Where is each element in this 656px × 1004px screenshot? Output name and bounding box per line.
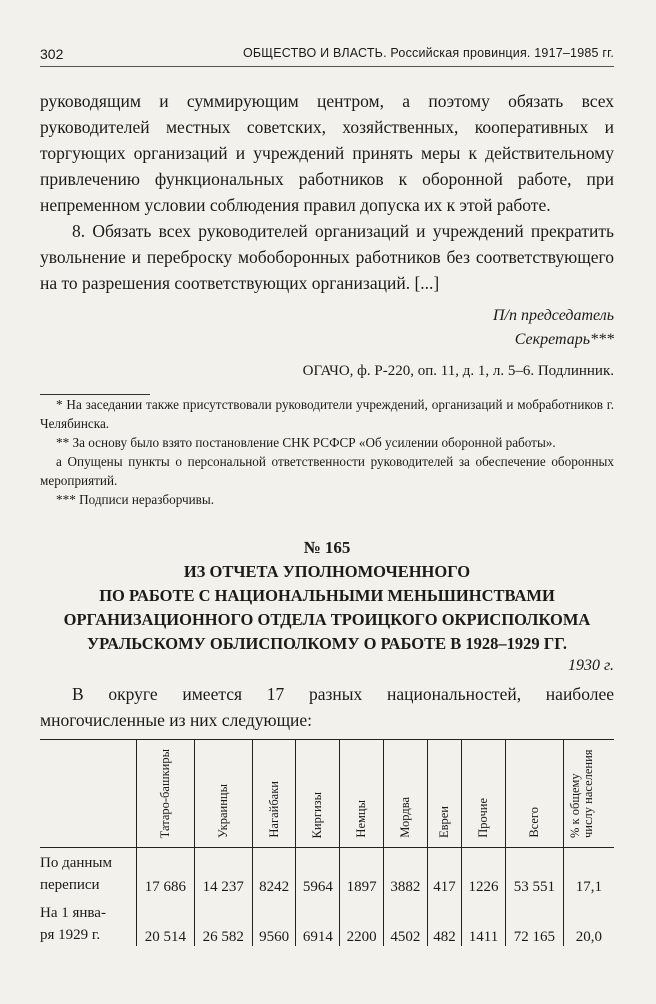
signature-secretary: Секретарь*** [514,331,614,348]
table-cell: 2200 [340,896,384,946]
table-cell: 26 582 [194,896,252,946]
document-intro: В округе имеется 17 разных национальностей, наиболее многочисленные из них следующие: [40,684,614,730]
header-label: Немцы [354,800,369,838]
document-title-line-4: УРАЛЬСКОМУ ОБЛИСПОЛКОМУ О РАБОТЕ В 1928–1929 ГГ. [87,634,567,653]
archive-source: ОГАЧО, ф. Р-220, оп. 11, д. 1, л. 5–6. Подлинник. [302,363,614,379]
table-cell: 20,0 [563,896,614,946]
table-cell: 8242 [252,848,296,897]
table-cell: 17 686 [137,848,195,897]
document-title-line-2: ПО РАБОТЕ С НАЦИОНАЛЬНЫМИ МЕНЬШИНСТВАМИ [99,586,555,605]
header-label: Татаро-башкиры [157,748,172,838]
row-label-line-1: По данным [40,855,112,871]
table-header-cell [137,740,195,848]
footnote-1: * На заседании также присутствовали руководители учреждений, организаций и мобработников г. Челябинска. [40,397,614,431]
header-label: % к общему числу населения [567,749,595,838]
table-cell: 9560 [252,896,296,946]
row-label-line-2: ря 1929 г. [40,927,101,943]
header-label: Киргизы [310,791,325,838]
page-body [40,88,614,946]
table-cell: 3882 [383,848,427,897]
document-date: 1930 г. [567,657,614,674]
signature-chair: П/п председатель [493,307,614,324]
table-corner-cell [40,740,137,848]
page-number: 302 [40,46,64,62]
footnote-2: ** За основу было взято постановление СНК РСФСР «Об усилении оборонной работы». [56,435,556,450]
table-cell: 20 514 [137,896,195,946]
table-cell: 1411 [462,896,506,946]
table-header-cell [296,740,340,848]
table-cell: 417 [427,848,461,897]
table-header-cell [194,740,252,848]
header-rule [40,66,614,67]
table-header-cell [563,740,614,848]
document-number: № 165 [303,538,351,557]
table-row [40,848,614,897]
table-header-row [40,740,614,848]
header-label: Евреи [436,805,451,838]
table-cell: 72 165 [505,896,563,946]
header-label: Мордва [397,797,412,838]
table-header-cell [252,740,296,848]
footnote-4: *** Подписи неразборчивы. [56,492,215,507]
row-label-line-1: На 1 янва- [40,905,106,921]
table-cell: 5964 [296,848,340,897]
table-header-cell [505,740,563,848]
table-cell: 14 237 [194,848,252,897]
row-label [40,848,137,897]
table-header-cell [383,740,427,848]
paragraph-2: 8. Обязать всех руководителей организаций и учреждений прекратить увольнение и переброску мобоборонных работников без соответствующего на то разрешения соответствующих организаций. [...] [40,221,614,293]
table-row [40,896,614,946]
table-cell: 482 [427,896,461,946]
paragraph-1: руководящим и суммирующим центром, а поэтому обязать всех руководителей местных советских, хозяйственных, кооперативных и торгующих организаций и учреждений принять меры к действительному привлечению функциональных работников к оборонной работе, при непременном условии соблюдения правил допуска их к этой работе. [40,91,614,215]
table-cell: 4502 [383,896,427,946]
table-header-cell [340,740,384,848]
nationalities-table [40,739,614,946]
row-label-line-2: переписи [40,877,100,893]
table-cell: 6914 [296,896,340,946]
page-header [40,46,614,68]
header-label: Прочие [476,798,491,838]
header-label: Нагайбаки [266,781,281,838]
table-cell: 53 551 [505,848,563,897]
footnote-3: а Опущены пункты о персональной ответственности руководителей за обеспечение оборонных мероприятий. [40,454,614,488]
table-cell: 1897 [340,848,384,897]
table-header-cell [462,740,506,848]
header-label: Украинцы [215,783,230,838]
document-title-line-1: ИЗ ОТЧЕТА УПОЛНОМОЧЕННОГО [183,562,471,581]
row-label [40,896,137,946]
table-cell: 17,1 [563,848,614,897]
table-cell: 1226 [462,848,506,897]
header-label: Всего [526,807,541,838]
table-header-cell [427,740,461,848]
document-title-line-3: ОРГАНИЗАЦИОННОГО ОТДЕЛА ТРОИЦКОГО ОКРИСПОЛКОМА [63,610,591,629]
running-title: ОБЩЕСТВО И ВЛАСТЬ. Российская провинция. 1917–1985 гг. [242,46,614,60]
